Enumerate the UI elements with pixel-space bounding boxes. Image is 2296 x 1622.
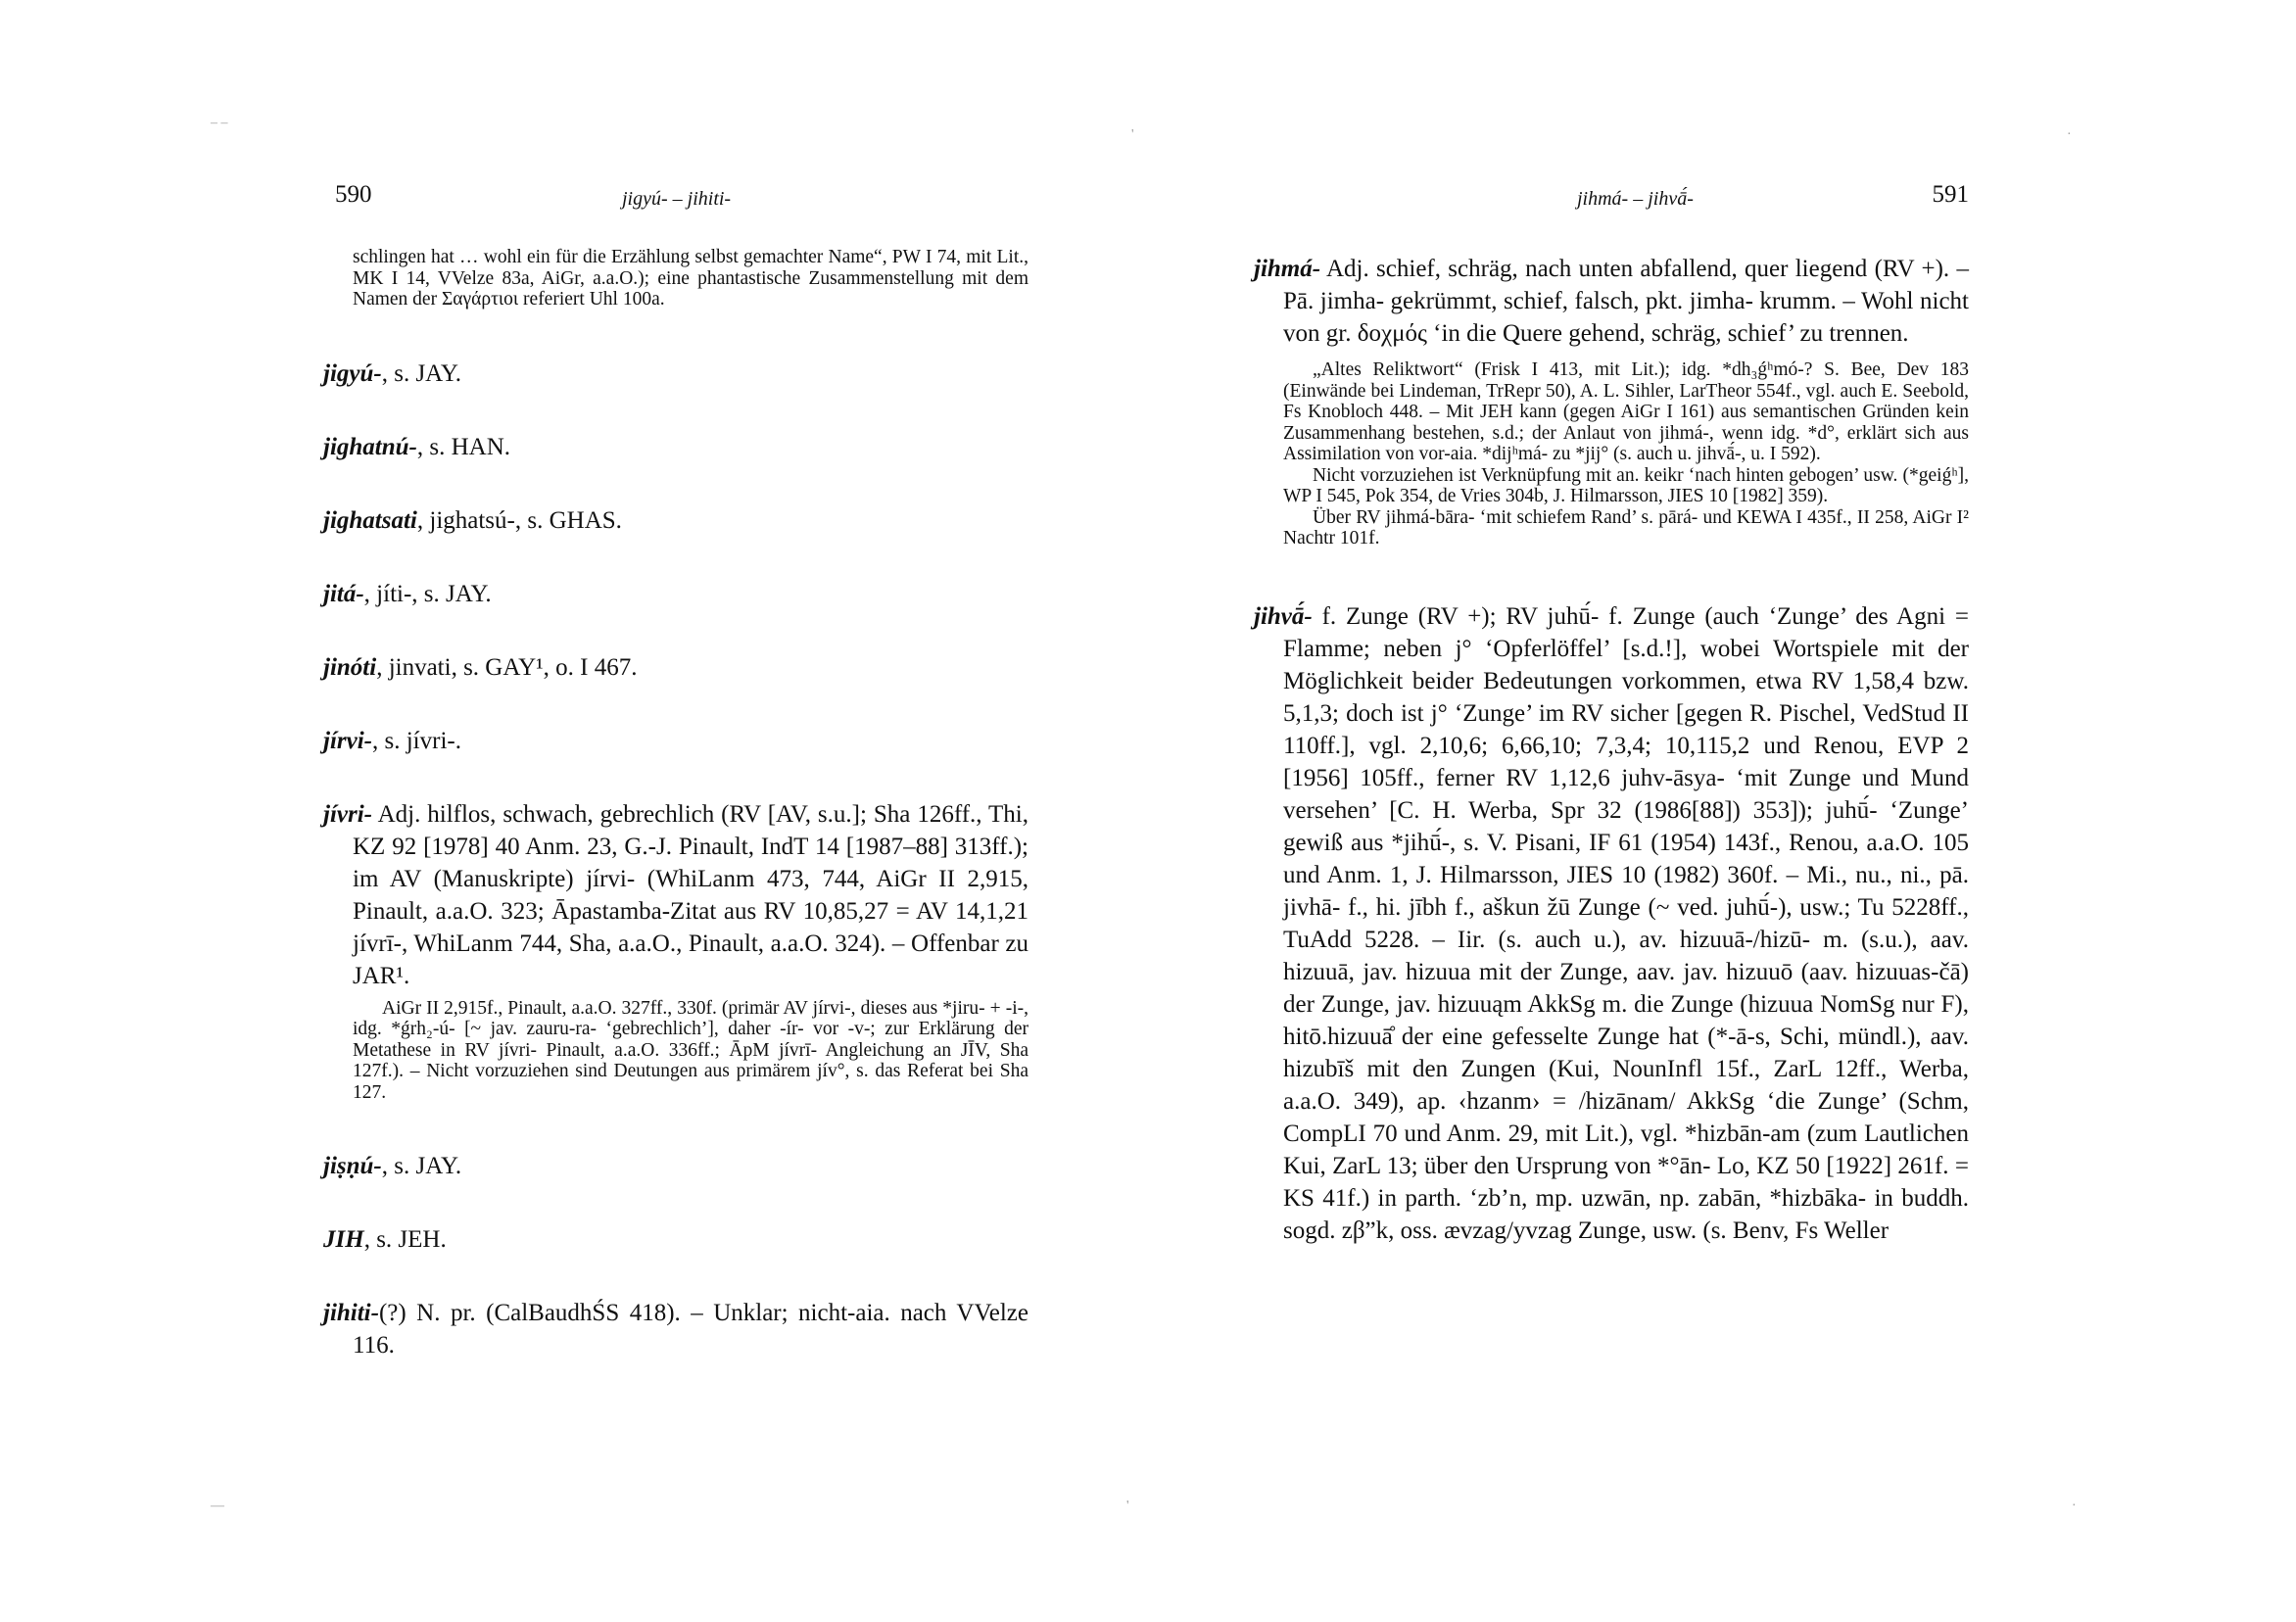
- entry-jihiti: [323, 1297, 1028, 1361]
- lemma: jigyú-: [323, 359, 382, 387]
- lemma: jírvi-: [323, 727, 372, 754]
- right-body: [1254, 253, 1969, 1247]
- note-paragraph: AiGr II 2,915f., Pinault, a.a.O. 327ff., 330f. (primär AV jírvi-, dieses aus *jiru- + -i-, idg. *ǵrh₂-ú- [~ jav. zauru-ra- ‘gebrechlich’], daher -ír- vor -v-; zur Erklärung der Metathese in RV jívri- Pinault, a.a.O. 336ff.; ĀpM jívrī- Angleichung an JĪV, Sha 127f.). – Nicht vorzuziehen sind Deutungen aus primärem jív°, s. das Referat bei Sha 127.: [353, 997, 1028, 1103]
- lemma: jihiti-: [323, 1300, 379, 1326]
- entry-body: f. Zunge (RV +); RV juhū́- f. Zunge (auch ‘Zunge’ des Agni = Flamme; neben j° ‘Opferlöffel’ [s.d.!], wobei Wortspiele mit der Möglichkeit beider Bedeutungen vorkommen, etwa RV 1,58,4 bzw. 5,1,3; doch ist j° ‘Zunge’ im RV sicher [gegen R. Pischel, VedStud II 110ff.], vgl. 2,10,6; 6,66,10; 7,3,4; 10,115,2 und Renou, EVP 2 [1956] 105ff., ferner RV 1,12,6 juhv-āsya- ‘mit Zunge und Mund versehen’ [C. H. Werba, Spr 32 (1986[88]) 353]); juhū́- ‘Zunge’ gewiß aus *jihū́-, s. V. Pisani, IF 61 (1954) 143f., Renou, a.a.O. 105 und Anm. 1, J. Hilmarsson, JIES 10 (1982) 360f. – Mi., nu., ni., pā. jivhā- f., hi. jībh f., aškun žū Zunge (~ ved. juhū́-), usw.; Tu 5228ff., TuAdd 5228. – Iir. (s. auch u.), av. hizuuā-/hizū- m. (s.u.), aav. hizuuā, jav. hizuua mit der Zunge, aav. jav. hizuuō (aav. hizuuas-čā) der Zunge, jav. hizuuąm AkkSg m. die Zunge (hizuua NomSg nur F), hitō.hizuuā̊ der eine gefesselte Zunge hat (*-ā-s, Schi, mündl.), aav. hizubīš mit den Zungen (Kui, NounInfl 15f., ZarL 12ff., Werba, a.a.O. 349), ap. ‹hzanm› = /hizānam/ AkkSg ‘die Zunge’ (Schm, CompLI 70 und Anm. 29, mit Lit.), vgl. *hizbān-am (zum Lautlichen Kui, ZarL 13; über den Ursprung von *°ān- Lo, KZ 50 [1922] 261f. = KS 41f.) in parth. ‘zb’n, mp. uzwān, np. zabān, *hizbāka- in buddh. sogd. zβ”k, oss. ævzag/yvzag Zunge, usw. (s. Benv, Fs Weller: [1283, 602, 1969, 1244]
- entry-text: , s. jívri-.: [372, 727, 461, 754]
- note-paragraph: Über RV jihmá-bāra- ‘mit schiefem Rand’ s. pārá- und KEWA I 435f., II 258, AiGr I² Nachtr 101f.: [1283, 506, 1969, 549]
- continuation-text: schlingen hat … wohl ein für die Erzählung selbst gemachter Name“, PW I 74, mit Lit., MK I 14, VVelze 83a, AiGr, a.a.O.); eine phantastische Zusammenstellung mit dem Namen der Σαγάρτιοι referiert Uhl 100a.: [353, 247, 1028, 310]
- left-page: [323, 0, 1028, 1622]
- scan-mark: ': [1126, 1499, 1129, 1513]
- lemma: jiṣṇú-: [323, 1153, 382, 1179]
- lemma: jívri-: [323, 800, 372, 828]
- entry-jighatsati: [323, 504, 1028, 537]
- entry-text: , s. JEH.: [363, 1226, 447, 1253]
- entry-body: (?) N. pr. (CalBaudhŚS 418). – Unklar; nicht-aia. nach VVelze 116.: [353, 1300, 1028, 1359]
- entry-text: , s. HAN.: [416, 433, 511, 460]
- entry-body: Adj. hilflos, schwach, gebrechlich (RV [AV, s.u.]; Sha 126ff., Thi, KZ 92 [1978] 40 Anm. 23, G.-J. Pinault, IndT 14 [1987–88] 313ff.); im AV (Manuskripte) jírvi- (WhiLanm 473, 744, AiGr II 2,915, Pinault, a.a.O. 323; Āpastamba-Zitat aus RV 10,85,27 = AV 14,1,21 jívrī-, WhiLanm 744, Sha, a.a.O., Pinault, a.a.O. 324). – Offenbar zu JAR¹.: [353, 800, 1028, 989]
- lemma: jitá-: [323, 580, 364, 607]
- entry-jihma-notes: [1254, 359, 1969, 549]
- entry-text: , jinvati, s. GAY¹, o. I 467.: [376, 653, 638, 681]
- entry-text: , jighatsú-, s. GHAS.: [416, 506, 622, 534]
- right-running-head: jihmá- – jihvā́-: [1577, 188, 1694, 210]
- left-body: [323, 247, 1028, 1361]
- right-page-number: 591: [1932, 181, 1969, 208]
- left-page-number: 590: [335, 181, 372, 208]
- scan-mark: —: [211, 1499, 224, 1513]
- entry-jivri-note: [323, 998, 1028, 1104]
- entry-jigyu: [323, 358, 1028, 390]
- entry-jighatnu: [323, 431, 1028, 463]
- entry-text: , jíti-, s. JAY.: [363, 580, 492, 607]
- entry-jivri: [323, 798, 1028, 992]
- entry-jisnu: [323, 1150, 1028, 1182]
- entry-jita: [323, 578, 1028, 610]
- entry-body: Adj. schief, schräg, nach unten abfallend, quer liegend (RV +). – Pā. jimha- gekrümmt, schief, falsch, pkt. jimha- krumm. – Wohl nicht von gr. δοχμός ‘in die Quere gehend, schräg, schief’ zu trennen.: [1283, 256, 1969, 347]
- right-page: [1254, 0, 1969, 1622]
- scan-mark: ': [1131, 127, 1134, 142]
- entry-jihva: [1254, 600, 1969, 1247]
- scan-mark: – –: [211, 116, 228, 130]
- lemma: jighatnú-: [323, 433, 417, 460]
- left-running-head: jigyú- – jihiti-: [622, 188, 732, 210]
- lemma: JIH: [323, 1226, 364, 1253]
- scan-mark: ·: [2067, 127, 2072, 142]
- lemma: jihmá-: [1254, 256, 1321, 282]
- entry-text: , s. JAY.: [381, 359, 462, 387]
- entry-jirvi: [323, 725, 1028, 757]
- entry-jinoti: [323, 651, 1028, 684]
- lemma: jinóti: [323, 653, 377, 681]
- entry-jihma: [1254, 253, 1969, 350]
- lemma: jihvā́-: [1254, 602, 1313, 630]
- scan-mark: ·: [2072, 1499, 2077, 1513]
- note-paragraph: „Altes Reliktwort“ (Frisk I 413, mit Lit.); idg. *dh₃ǵʰmó-? S. Bee, Dev 183 (Einwände bei Lindeman, TrRepr 50), A. L. Sihler, LarTheor 554f., vgl. auch E. Seebold, Fs Knobloch 448. – Mit JEH kann (gegen AiGr I 161) aus semantischen Gründen kein Zusammenhang bestehen, s.d.; der Anlaut von jihmá-, wenn idg. *d°, erklärt sich aus Assimilation von vor-aia. *dijʰmá- zu *jij° (s. auch u. jihvā́-, u. I 592).: [1283, 359, 1969, 464]
- entry-jih: [323, 1223, 1028, 1256]
- note-paragraph: Nicht vorzuziehen ist Verknüpfung mit an. keikr ‘nach hinten gebogen’ usw. (*geiǵʰ], WP I 545, Pok 354, de Vries 304b, J. Hilmarsson, JIES 10 [1982] 359).: [1283, 464, 1969, 506]
- entry-text: , s. JAY.: [381, 1153, 462, 1179]
- lemma: jighatsati: [323, 506, 417, 534]
